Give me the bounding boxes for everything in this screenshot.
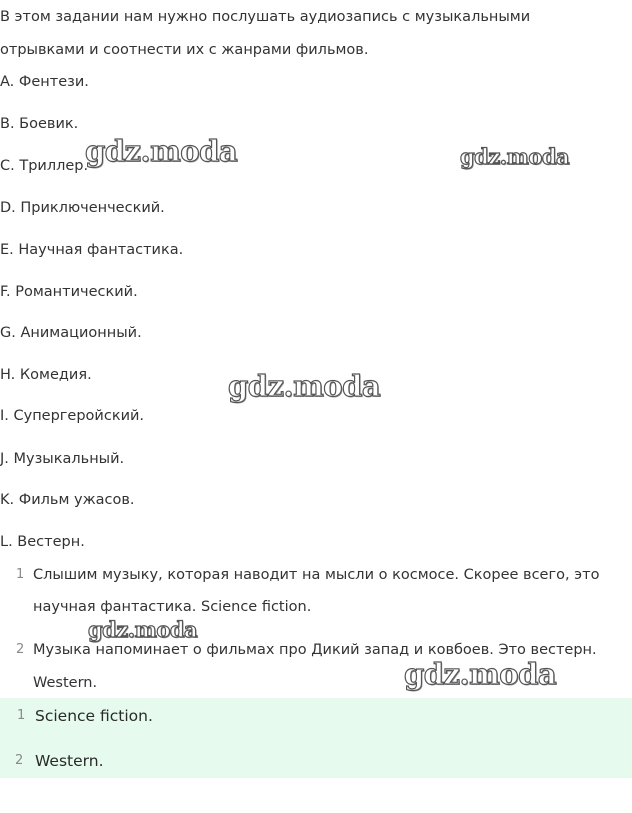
explanation-2-number: 2 [16, 642, 25, 657]
option-i: I. Супергеройский. [0, 408, 145, 424]
explanation-2-line-1: Музыка напоминает о фильмах про Дикий запад и ковбоев. Это вестерн. [33, 642, 597, 658]
option-l: L. Вестерн. [0, 534, 85, 550]
option-g: G. Анимационный. [0, 325, 142, 341]
intro-line-1: В этом задании нам нужно послушать аудиозапись с музыкальными [0, 9, 531, 25]
option-c: C. Триллер. [0, 158, 89, 174]
option-e: E. Научная фантастика. [0, 242, 184, 258]
option-k: K. Фильм ужасов. [0, 492, 135, 508]
explanation-1-number: 1 [16, 567, 25, 582]
option-f: F. Романтический. [0, 284, 138, 300]
explanation-2-line-2: Western. [33, 675, 98, 691]
watermark-logo: gdz.moda [460, 144, 570, 169]
watermark-logo: gdz.moda [404, 657, 557, 691]
answer-box [0, 698, 632, 778]
watermark-logo: gdz.moda [88, 617, 198, 642]
watermark-logo: gdz.moda [228, 369, 381, 403]
option-h: H. Комедия. [0, 367, 92, 383]
option-a: A. Фентези. [0, 74, 89, 90]
explanation-1-line-1: Слышим музыку, которая наводит на мысли о космосе. Скорее всего, это [33, 567, 600, 583]
intro-line-2: отрывками и соотнести их с жанрами фильмов. [0, 42, 369, 58]
answer-2-number: 2 [15, 753, 24, 768]
option-d: D. Приключенческий. [0, 200, 165, 216]
watermark-logo: gdz.moda [85, 134, 238, 168]
option-j: J. Музыкальный. [0, 451, 125, 467]
answer-1-number: 1 [17, 708, 26, 723]
answer-2-text: Western. [35, 752, 104, 770]
option-b: B. Боевик. [0, 116, 79, 132]
explanation-1-line-2: научная фантастика. Science fiction. [33, 599, 312, 615]
answer-1-text: Science fiction. [35, 707, 153, 725]
